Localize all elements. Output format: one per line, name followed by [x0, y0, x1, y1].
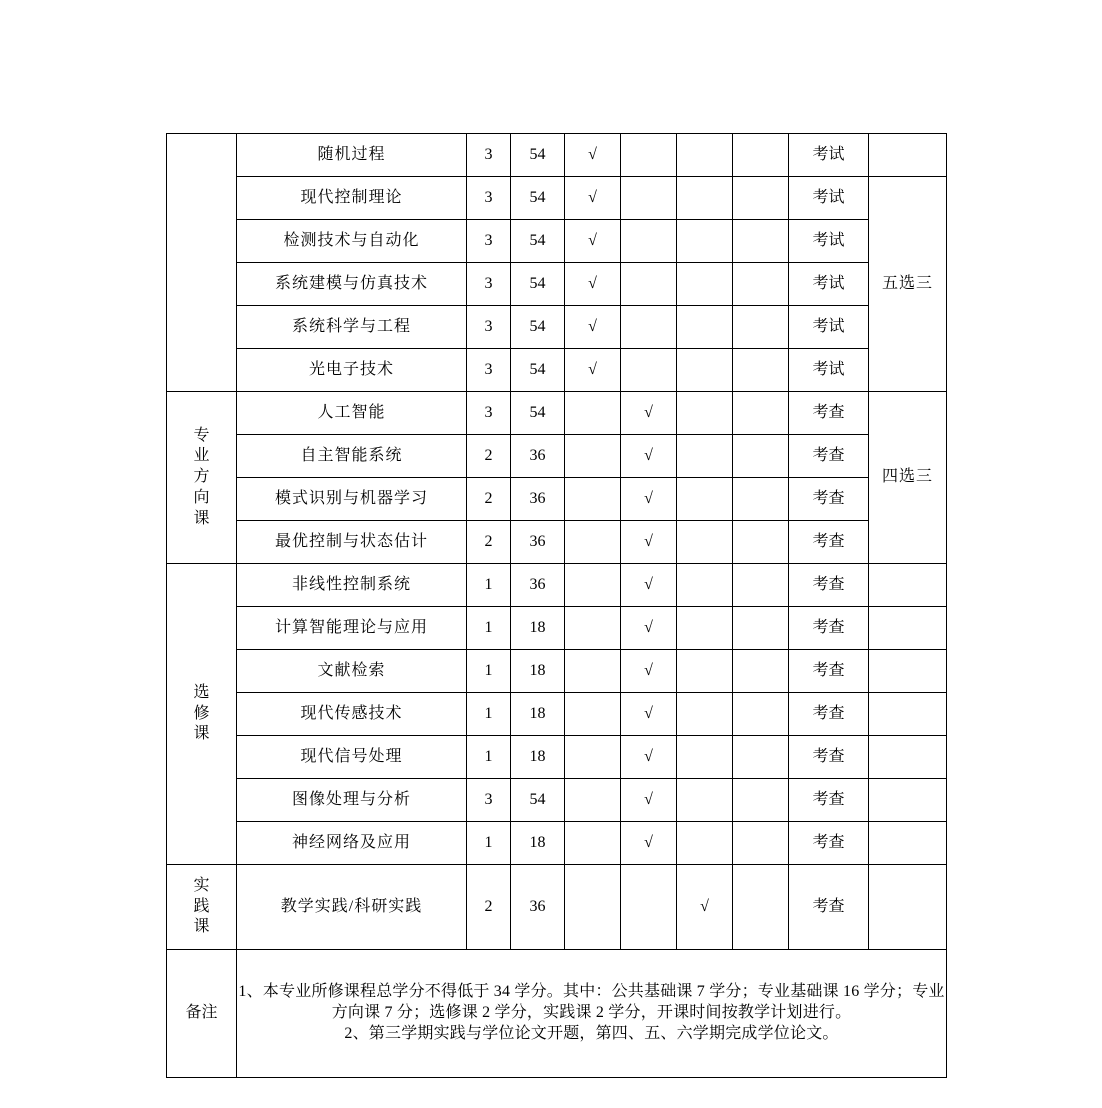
note-cell-blank	[869, 607, 947, 650]
course-name: 模式识别与机器学习	[237, 478, 467, 521]
course-credits: 2	[467, 435, 511, 478]
course-hours: 18	[511, 693, 565, 736]
course-name: 神经网络及应用	[237, 822, 467, 865]
term1-mark: √	[565, 177, 621, 220]
course-credits: 2	[467, 521, 511, 564]
term4-mark	[733, 521, 789, 564]
assessment-type: 考试	[789, 349, 869, 392]
assessment-type: 考查	[789, 392, 869, 435]
term4-mark	[733, 607, 789, 650]
course-hours: 36	[511, 521, 565, 564]
assessment-type: 考试	[789, 306, 869, 349]
table-row	[167, 134, 947, 177]
term3-mark	[677, 521, 733, 564]
course-credits: 3	[467, 779, 511, 822]
term4-mark	[733, 220, 789, 263]
term1-mark	[565, 822, 621, 865]
term2-mark	[621, 134, 677, 177]
remark-row	[167, 950, 947, 1078]
term4-mark	[733, 779, 789, 822]
table-row	[167, 392, 947, 435]
term4-mark	[733, 134, 789, 177]
table-row	[167, 607, 947, 650]
table-row	[167, 521, 947, 564]
assessment-type: 考试	[789, 263, 869, 306]
term1-mark	[565, 865, 621, 950]
term4-mark	[733, 822, 789, 865]
course-credits: 3	[467, 220, 511, 263]
term1-mark	[565, 650, 621, 693]
term2-mark	[621, 865, 677, 950]
course-hours: 54	[511, 306, 565, 349]
assessment-type: 考查	[789, 736, 869, 779]
term2-mark: √	[621, 736, 677, 779]
category-practice	[167, 865, 237, 950]
note-four-choose-three: 四选三	[869, 392, 947, 564]
course-name: 非线性控制系统	[237, 564, 467, 607]
term3-mark	[677, 263, 733, 306]
term4-mark	[733, 865, 789, 950]
assessment-type: 考试	[789, 134, 869, 177]
assessment-type: 考查	[789, 435, 869, 478]
term1-mark	[565, 607, 621, 650]
term2-mark: √	[621, 435, 677, 478]
table-row	[167, 263, 947, 306]
note-cell-blank	[869, 779, 947, 822]
course-hours: 18	[511, 736, 565, 779]
assessment-type: 考查	[789, 564, 869, 607]
term3-mark	[677, 779, 733, 822]
term3-mark	[677, 349, 733, 392]
table-row	[167, 220, 947, 263]
term3-mark	[677, 607, 733, 650]
category-label: 实践课	[193, 876, 210, 936]
term3-mark	[677, 177, 733, 220]
course-hours: 36	[511, 435, 565, 478]
course-name: 自主智能系统	[237, 435, 467, 478]
term3-mark	[677, 306, 733, 349]
assessment-type: 考查	[789, 650, 869, 693]
course-hours: 54	[511, 134, 565, 177]
assessment-type: 考查	[789, 607, 869, 650]
term4-mark	[733, 306, 789, 349]
term3-mark	[677, 564, 733, 607]
term3-mark	[677, 220, 733, 263]
category-label: 选修课	[193, 683, 210, 743]
course-credits: 1	[467, 607, 511, 650]
table-row	[167, 177, 947, 220]
note-cell-blank	[869, 650, 947, 693]
term1-mark	[565, 779, 621, 822]
table-row	[167, 693, 947, 736]
table-row	[167, 865, 947, 950]
term3-mark	[677, 822, 733, 865]
assessment-type: 考查	[789, 779, 869, 822]
term2-mark: √	[621, 521, 677, 564]
course-name: 文献检索	[237, 650, 467, 693]
table-row	[167, 650, 947, 693]
assessment-type: 考查	[789, 693, 869, 736]
term2-mark	[621, 263, 677, 306]
term3-mark	[677, 134, 733, 177]
term1-mark: √	[565, 134, 621, 177]
course-credits: 1	[467, 650, 511, 693]
term2-mark: √	[621, 478, 677, 521]
term4-mark	[733, 736, 789, 779]
course-name: 现代传感技术	[237, 693, 467, 736]
course-credits: 1	[467, 564, 511, 607]
term3-mark	[677, 736, 733, 779]
course-credits: 2	[467, 865, 511, 950]
note-cell-blank	[869, 822, 947, 865]
remark-line-2: 2、第三学期实践与学位论文开题，第四、五、六学期完成学位论文。	[344, 1024, 839, 1042]
course-credits: 1	[467, 736, 511, 779]
table-row	[167, 564, 947, 607]
course-name: 现代信号处理	[237, 736, 467, 779]
course-name: 图像处理与分析	[237, 779, 467, 822]
category-major-direction	[167, 392, 237, 564]
course-credits: 1	[467, 693, 511, 736]
curriculum-table	[166, 133, 947, 1078]
term4-mark	[733, 435, 789, 478]
course-hours: 54	[511, 349, 565, 392]
course-name: 最优控制与状态估计	[237, 521, 467, 564]
term2-mark: √	[621, 822, 677, 865]
term1-mark	[565, 392, 621, 435]
course-name: 现代控制理论	[237, 177, 467, 220]
remark-label: 备注	[167, 950, 237, 1078]
course-name: 检测技术与自动化	[237, 220, 467, 263]
term2-mark	[621, 220, 677, 263]
course-name: 教学实践/科研实践	[237, 865, 467, 950]
course-credits: 3	[467, 392, 511, 435]
term4-mark	[733, 263, 789, 306]
course-credits: 3	[467, 306, 511, 349]
assessment-type: 考查	[789, 478, 869, 521]
term1-mark	[565, 435, 621, 478]
term2-mark: √	[621, 607, 677, 650]
category-elective	[167, 564, 237, 865]
term3-mark	[677, 693, 733, 736]
term3-mark	[677, 392, 733, 435]
course-hours: 36	[511, 564, 565, 607]
note-cell-blank	[869, 865, 947, 950]
course-hours: 54	[511, 392, 565, 435]
remark-body	[237, 950, 947, 1078]
table-row	[167, 349, 947, 392]
course-hours: 36	[511, 865, 565, 950]
course-name: 光电子技术	[237, 349, 467, 392]
term1-mark: √	[565, 263, 621, 306]
assessment-type: 考查	[789, 521, 869, 564]
table-row	[167, 478, 947, 521]
term4-mark	[733, 693, 789, 736]
term2-mark: √	[621, 693, 677, 736]
note-cell-blank	[869, 134, 947, 177]
term1-mark	[565, 478, 621, 521]
note-five-choose-three: 五选三	[869, 177, 947, 392]
table-row	[167, 306, 947, 349]
course-hours: 18	[511, 822, 565, 865]
assessment-type: 考试	[789, 177, 869, 220]
term2-mark: √	[621, 564, 677, 607]
table-row	[167, 779, 947, 822]
course-hours: 54	[511, 263, 565, 306]
term2-mark	[621, 349, 677, 392]
term2-mark	[621, 306, 677, 349]
table-row	[167, 435, 947, 478]
term2-mark: √	[621, 392, 677, 435]
course-name: 计算智能理论与应用	[237, 607, 467, 650]
course-credits: 3	[467, 263, 511, 306]
term1-mark: √	[565, 349, 621, 392]
term1-mark	[565, 521, 621, 564]
term4-mark	[733, 349, 789, 392]
note-cell-blank	[869, 564, 947, 607]
term3-mark	[677, 435, 733, 478]
term3-mark	[677, 650, 733, 693]
course-name: 人工智能	[237, 392, 467, 435]
course-name: 系统建模与仿真技术	[237, 263, 467, 306]
term2-mark: √	[621, 779, 677, 822]
course-hours: 54	[511, 220, 565, 263]
note-cell-blank	[869, 736, 947, 779]
term1-mark	[565, 736, 621, 779]
course-hours: 36	[511, 478, 565, 521]
note-cell-blank	[869, 693, 947, 736]
term4-mark	[733, 478, 789, 521]
term3-mark: √	[677, 865, 733, 950]
term4-mark	[733, 392, 789, 435]
course-credits: 3	[467, 349, 511, 392]
assessment-type: 考试	[789, 220, 869, 263]
table-row	[167, 736, 947, 779]
assessment-type: 考查	[789, 865, 869, 950]
term3-mark	[677, 478, 733, 521]
term2-mark	[621, 177, 677, 220]
course-name: 系统科学与工程	[237, 306, 467, 349]
term4-mark	[733, 650, 789, 693]
course-hours: 18	[511, 607, 565, 650]
course-credits: 3	[467, 134, 511, 177]
term1-mark	[565, 564, 621, 607]
course-hours: 54	[511, 177, 565, 220]
assessment-type: 考查	[789, 822, 869, 865]
term4-mark	[733, 564, 789, 607]
course-hours: 18	[511, 650, 565, 693]
term1-mark	[565, 693, 621, 736]
remark-line-1: 1、本专业所修课程总学分不得低于 34 学分。其中：公共基础课 7 学分；专业基础课 16 学分；专业方向课 7 分；选修课 2 学分，实践课 2 学分，开课时间按教学计划进行。	[238, 983, 945, 1022]
term4-mark	[733, 177, 789, 220]
course-credits: 1	[467, 822, 511, 865]
term1-mark: √	[565, 306, 621, 349]
term2-mark: √	[621, 650, 677, 693]
course-hours: 54	[511, 779, 565, 822]
category-label: 专业方向课	[193, 426, 210, 527]
category-cell-blank	[167, 134, 237, 392]
course-credits: 3	[467, 177, 511, 220]
course-credits: 2	[467, 478, 511, 521]
table-row	[167, 822, 947, 865]
course-name: 随机过程	[237, 134, 467, 177]
term1-mark: √	[565, 220, 621, 263]
